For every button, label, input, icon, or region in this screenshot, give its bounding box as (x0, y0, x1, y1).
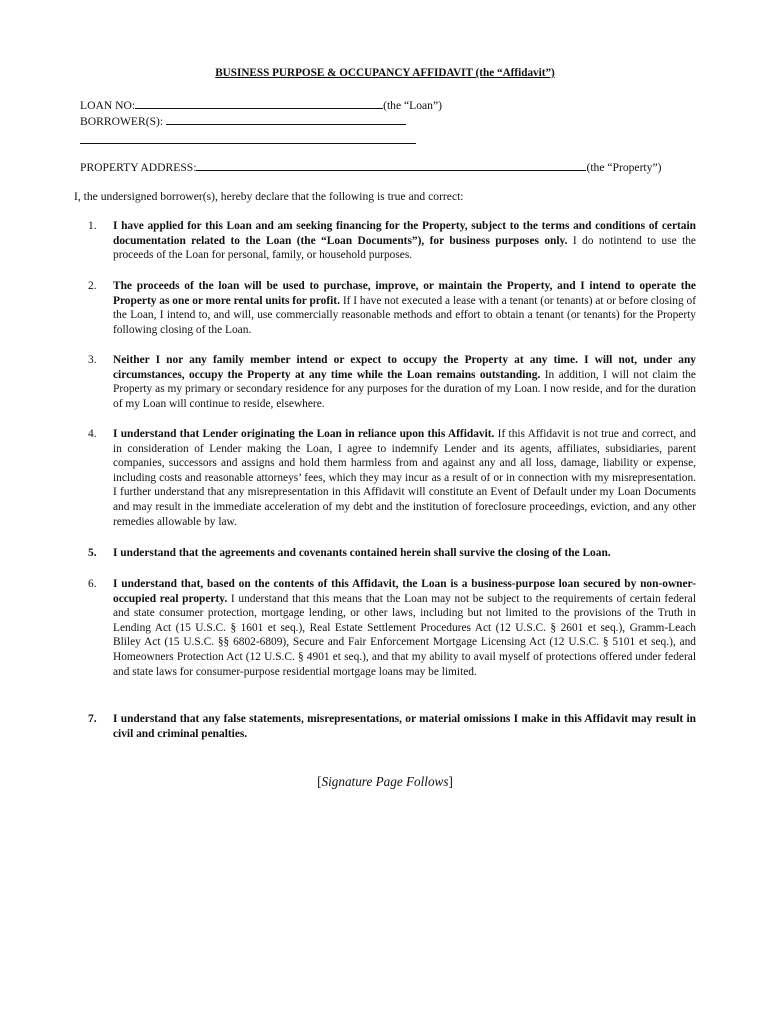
clause-number: 6. (88, 578, 97, 590)
clause-number: 1. (88, 220, 97, 232)
clause-lead: Neither I nor any family member intend or expect to occupy the Property at any time. I will not, under any circumstances, occupy the Property at any time while the Loan remains outstanding. (113, 354, 696, 381)
clause-text: If I have not executed a lease with a tenant (or tenants) at or before closing of the Loan, I intend to, and will, use commercially reasonable methods and effort to obtain a tenant (or tenants) for the Property following closing of the Loan. (113, 294, 696, 336)
signature-page-note: [Signature Page Follows] (317, 774, 453, 789)
clause-5 (88, 546, 696, 561)
clause-number: 7. (88, 713, 97, 725)
clause-text: I understand that this means that the Loan may not be subject to the requirements of certain federal and state consumer protection, mortgage lending, or other laws, including but not limited to the provisions of the Truth in Lending Act (15 U.S.C. § 1601 et seq.), Real Estate Settlement Procedures Act (12 U.S.C. § 2601 et seq.), Gramm-Leach Bliley Act (15 U.S.C. §§ 6802-6809), Secure and Fair Enforcement Mortgage Licensing Act (12 U.S.C. § 5101 et seq.), and Homeowners Protection Act (12 U.S.C. § 4901 et seq.), and that my ability to avail myself of protections offered under federal and state laws for consumer-purpose residential mortgage loans may be limited. (113, 592, 696, 678)
loan-no-field[interactable] (135, 97, 383, 109)
clause-number: 2. (88, 280, 97, 292)
borrowers-field[interactable] (166, 113, 406, 125)
clause-number: 4. (88, 428, 97, 440)
document-title: BUSINESS PURPOSE & OCCUPANCY AFFIDAVIT (the “Affidavit”) (215, 67, 555, 79)
borrowers-line (80, 113, 406, 130)
clause-3 (88, 353, 696, 411)
property-address-field[interactable] (196, 159, 586, 171)
property-address-label: PROPERTY ADDRESS: (80, 161, 197, 174)
clause-text: In addition, I will not claim the Property as my primary or secondary residence for any purposes for the duration of my Loan. I now reside, and for the duration of my Loan will continue to reside, elsewhere. (113, 368, 696, 410)
property-suffix: (the “Property”) (586, 161, 662, 174)
borrowers-field-line-2[interactable] (80, 132, 416, 144)
clause-number: 3. (88, 354, 97, 366)
clause-1 (88, 219, 696, 263)
clause-6 (88, 577, 696, 679)
clause-number: 5. (88, 547, 97, 559)
clause-2 (88, 279, 696, 337)
loan-no-label: LOAN NO: (80, 99, 136, 112)
loan-no-line (80, 97, 442, 114)
intro-statement: I, the undersigned borrower(s), hereby declare that the following is true and correct: (74, 190, 464, 203)
clause-lead: I understand that Lender originating the Loan in reliance upon this Affidavit. (113, 428, 495, 440)
clause-4 (88, 427, 696, 529)
clause-text: I do notintend to use the proceeds of the Loan for personal, family, or household purposes. (113, 234, 696, 262)
clause-lead: I understand that, based on the contents of this Affidavit, the Loan is a business-purpose loan secured by non-owner-occupied real property. (113, 578, 696, 605)
clause-7 (88, 712, 696, 741)
borrowers-continuation-line (80, 132, 416, 149)
clause-lead: I have applied for this Loan and am seeking financing for the Property, subject to the terms and conditions of certain documentation related to the Loan (the “Loan Documents”), for business purposes only. (113, 220, 696, 247)
clause-lead: The proceeds of the loan will be used to purchase, improve, or maintain the Property, and I intend to operate the Property as one or more rental units for profit. (113, 280, 696, 307)
borrowers-label: BORROWER(S): (80, 115, 164, 128)
property-address-line (80, 159, 661, 176)
clause-lead: I understand that any false statements, misrepresentations, or material omissions I make in this Affidavit may result in civil and criminal penalties. (113, 713, 696, 740)
clause-lead: I understand that the agreements and covenants contained herein shall survive the closing of the Loan. (113, 547, 611, 559)
loan-no-suffix: (the “Loan”) (383, 99, 442, 112)
clause-text: If this Affidavit is not true and correct, and in consideration of Lender making the Loan, I agree to indemnify Lender and its agents, affiliates, subsidiaries, parent companies, successors and assigns and hold them harmless from and against any and all loss, damage, liability or expense, including costs and reasonable attorneys’ fees, which they may incur as a result of or in connection with my misrepresentation. I further understand that any misrepresentation in this Affidavit will constitute an Event of Default under my Loan Documents and may result in the immediate acceleration of my debt and the institution of foreclosure proceedings, eviction, and any other remedies allowable by law. (113, 428, 696, 528)
